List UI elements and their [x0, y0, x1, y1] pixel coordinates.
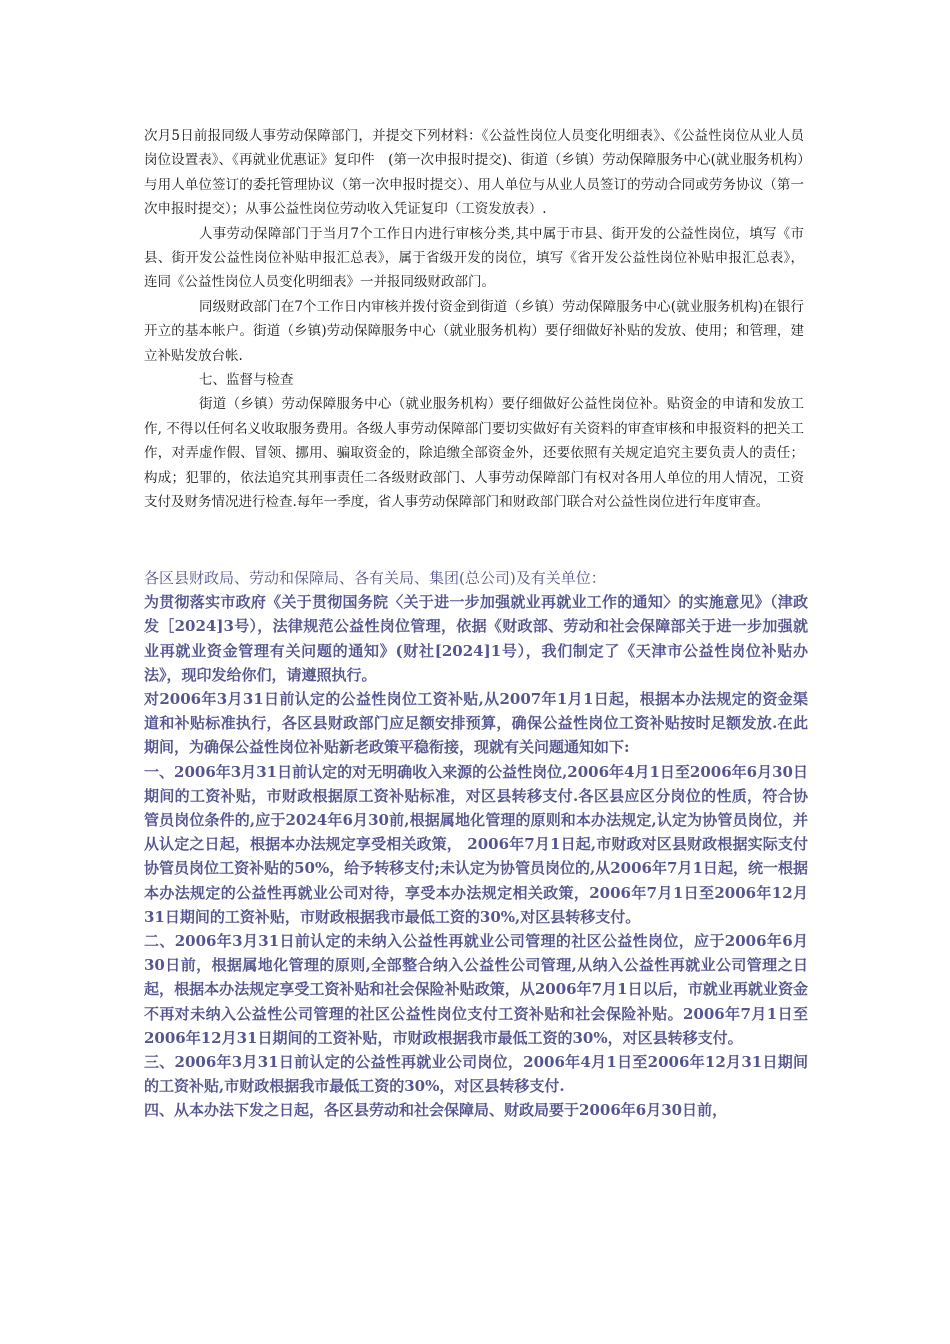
- notice-item-1: 一、2006年3月31日前认定的对无明确收入来源的公益性岗位,2006年4月1日至2006年6月30日期间的工资补贴，市财政根据原工资补贴标准，对区县转移支付.各区县应区分岗位的性质，符合协管员岗位条件的,应于2024年6月30前,根据属地化管理的原则和本办法规定,认定为协管员岗位，并从认定之日起，根据本办法规定享受相关政策， 2006年7月1日起,市财政对区县财政根据实际支付协管员岗位工资补贴的50%，给予转移支付;未认定为协管员岗位的,从2006年7月1日起，统一根据本办法规定的公益性再就业公司对待，享受本办法规定相关政策，2006年7月1日至2006年12月31日期间的工资补贴，市财政根据我市最低工资的30%,对区县转移支付。: [144, 762, 808, 926]
- paragraph-review-classification: 人事劳动保障部门于当月7个工作日内进行审核分类,其中属于市县、街开发的公益性岗位，填写《市县、街开发公益性岗位补贴申报汇总表》，属于省级开发的岗位，填写《省开发公益性岗位补贴申报汇总表》，连同《公益性岗位人员变化明细表》一并报同级财政部门。: [144, 225, 804, 291]
- document-section-procedures: [144, 124, 804, 515]
- heading-supervision: 七、监督与检查: [199, 372, 294, 389]
- notice-item-3: 三、2006年3月31日前认定的公益性再就业公司岗位，2006年4月1日至2006年12月31日期间的工资补贴,市财政根据我市最低工资的30%，对区县转移支付.: [144, 1053, 808, 1096]
- paragraph-submission-materials: 次月5日前报同级人事劳动保障部门，并提交下列材料：《公益性岗位人员变化明细表》、《公益性岗位从业人员岗位设置表》、《再就业优惠证》复印件 (第一次申报时提交)、街道（乡镇）劳动保障服务中心(就业服务机构）与用人单位签订的委托管理协议（第一次申报时提交）、用人单位与从业人员签订的劳动合同或劳务协议（第一次申报时提交）；从事公益性岗位劳动收入凭证复印（工资发放表）.: [144, 128, 804, 218]
- paragraph-fund-disbursement: 同级财政部门在7个工作日内审核并拨付资金到街道（乡镇）劳动保障服务中心(就业服务机构)在银行开立的基本帐户。街道（乡镇)劳动保障服务中心（就业服务机构）要仔细做好补贴的发放、使用；和管理，建立补贴发放台帐.: [144, 298, 804, 364]
- paragraph-supervision-details: 街道（乡镇）劳动保障服务中心（就业服务机构）要仔细做好公益性岗位补。贴资金的申请和发放工作, 不得以任何名义收取服务费用。各级人事劳动保障部门要切实做好有关资料的审查审核和申报资料的把关工作，对弄虚作假、冒领、挪用、骗取资金的，除追缴全部资金外，还要依照有关规定追究主要负责人的责任；构成；犯罪的，依法追究其刑事责任二各级财政部门、人事劳动保障部门有权对各用人单位的用人情况，工资支付及财务情况进行检查.每年一季度，省人事劳动保障部门和财政部门联合对公益性岗位进行年度审查。: [144, 396, 804, 511]
- notice-salutation: 各区县财政局、劳动和保障局、各有关局、集团(总公司)及有关单位：: [144, 569, 606, 587]
- notice-paragraph-intro: 为贯彻落实市政府《关于贯彻国务院〈关于进一步加强就业再就业工作的通知〉的实施意见》（津政发［2024]3号），法律规范公益性岗位管理，依据《财政部、劳动和社会保障部关于进一步加强就业再就业资金管理有关问题的通知》(财社[2024]1号），我们制定了《天津市公益性岗位补贴办法》，现印发给你们，请遵照执行。: [144, 593, 808, 684]
- notice-item-4: 四、从本办法下发之日起，各区县劳动和社会保障局、财政局要于2006年6月30日前，: [144, 1101, 728, 1120]
- document-section-notice: [144, 566, 808, 1123]
- notice-paragraph-transition: 对2006年3月31日前认定的公益性岗位工资补贴,从2007年1月1日起，根据本办法规定的资金渠道和补贴标准执行，各区县财政部门应足额安排预算，确保公益性岗位工资补贴按时足额发放.在此期间，为确保公益性岗位补贴新老政策平稳衔接，现就有关问题通知如下:: [144, 690, 808, 757]
- notice-item-2: 二、2006年3月31日前认定的未纳入公益性再就业公司管理的社区公益性岗位，应于2006年6月30日前，根据属地化管理的原则,全部整合纳入公益性公司管理,从纳入公益性再就业公司管理之日起，根据本办法规定享受工资补贴和社会保险补贴政策，从2006年7月1日以后，市就业再就业资金不再对未纳入公益性公司管理的社区公益性岗位支付工资补贴和社会保险补贴。2006年7月1日至2006年12月31日期间的工资补贴，市财政根据我市最低工资的30%，对区县转移支付。: [144, 932, 808, 1047]
